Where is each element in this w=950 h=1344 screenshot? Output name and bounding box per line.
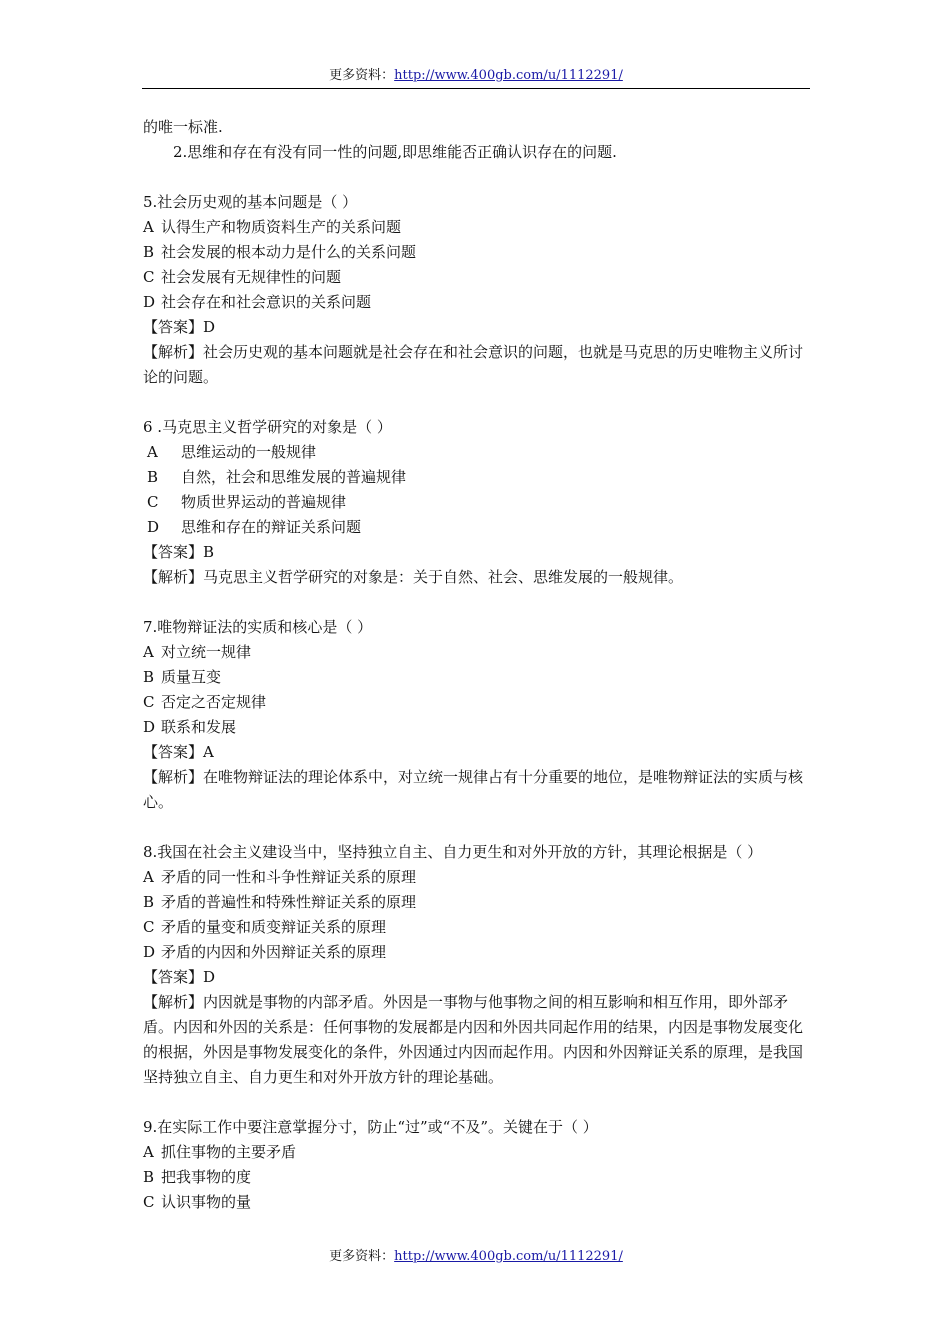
option-a: A 认得生产和物质资料生产的关系问题: [143, 218, 402, 236]
analysis: 【解析】在唯物辩证法的理论体系中，对立统一规律占有十分重要的地位，是唯物辩证法的实质与核心。: [143, 768, 804, 811]
analysis: 【解析】社会历史观的基本问题就是社会存在和社会意识的问题，也就是马克思的历史唯物主义所讨论的问题。: [143, 343, 804, 386]
document-body: [143, 115, 811, 1215]
option-b: B 社会发展的根本动力是什么的关系问题: [143, 243, 417, 261]
question-5: [143, 190, 811, 390]
option-c: C 物质世界运动的普遍规律: [147, 493, 347, 511]
option-c: C 认识事物的量: [143, 1193, 252, 1211]
option-b: B 自然，社会和思维发展的普遍规律: [147, 468, 407, 486]
analysis: 【解析】马克思主义哲学研究的对象是：关于自然、社会、思维发展的一般规律。: [143, 568, 684, 586]
option-d: D 思维和存在的辩证关系问题: [147, 518, 362, 536]
option-a: A 思维运动的一般规律: [147, 443, 317, 461]
answer: 【答案】D: [143, 318, 216, 336]
question-7: [143, 615, 811, 815]
question-text: 9.在实际工作中要注意掌握分寸，防止“过”或“不及”。关键在于（ ）: [143, 1118, 598, 1136]
answer: 【答案】B: [143, 543, 215, 561]
intro-line-2: 2.思维和存在有没有同一性的问题,即思维能否正确认识存在的问题.: [173, 143, 617, 161]
page-header: [142, 66, 810, 89]
question-text: 8.我国在社会主义建设当中，坚持独立自主、自力更生和对外开放的方针，其理论根据是（ ）: [143, 843, 763, 861]
answer: 【答案】A: [143, 743, 214, 761]
footer-link[interactable]: http://www.400gb.com/u/1112291/: [394, 1249, 623, 1264]
intro-line-1: 的唯一标准.: [143, 118, 223, 136]
option-c: C 社会发展有无规律性的问题: [143, 268, 342, 286]
option-d: D 矛盾的内因和外因辩证关系的原理: [143, 943, 387, 961]
option-a: A 抓住事物的主要矛盾: [143, 1143, 297, 1161]
question-9: [143, 1115, 811, 1215]
question-text: 5.社会历史观的基本问题是（ ）: [143, 193, 358, 211]
option-c: C 矛盾的量变和质变辩证关系的原理: [143, 918, 387, 936]
question-text: 7.唯物辩证法的实质和核心是（ ）: [143, 618, 373, 636]
question-text: 6 .马克思主义哲学研究的对象是（ ）: [143, 418, 392, 436]
header-link[interactable]: http://www.400gb.com/u/1112291/: [394, 68, 623, 83]
option-a: A 对立统一规律: [143, 643, 252, 661]
question-6: [143, 415, 811, 590]
question-8: [143, 840, 811, 1090]
option-b: B 矛盾的普遍性和特殊性辩证关系的原理: [143, 893, 417, 911]
option-d: D 社会存在和社会意识的关系问题: [143, 293, 372, 311]
option-a: A 矛盾的同一性和斗争性辩证关系的原理: [143, 868, 417, 886]
option-b: B 质量互变: [143, 668, 222, 686]
footer-label: 更多资料：: [329, 1249, 395, 1264]
option-d: D 联系和发展: [143, 718, 237, 736]
option-c: C 否定之否定规律: [143, 693, 267, 711]
page-footer: [142, 1247, 810, 1267]
answer: 【答案】D: [143, 968, 216, 986]
option-b: B 把我事物的度: [143, 1168, 252, 1186]
header-label: 更多资料：: [329, 68, 395, 83]
analysis: 【解析】内因就是事物的内部矛盾。外因是一事物与他事物之间的相互影响和相互作用，即外部矛盾。内因和外因的关系是：任何事物的发展都是内因和外因共同起作用的结果，内因是事物发展变化的根据，外因是事物发展变化的条件，外因通过内因而起作用。内因和外因辩证关系的原理，是我国坚持独立自主、自力更生和对外开放方针的理论基础。: [143, 993, 804, 1086]
